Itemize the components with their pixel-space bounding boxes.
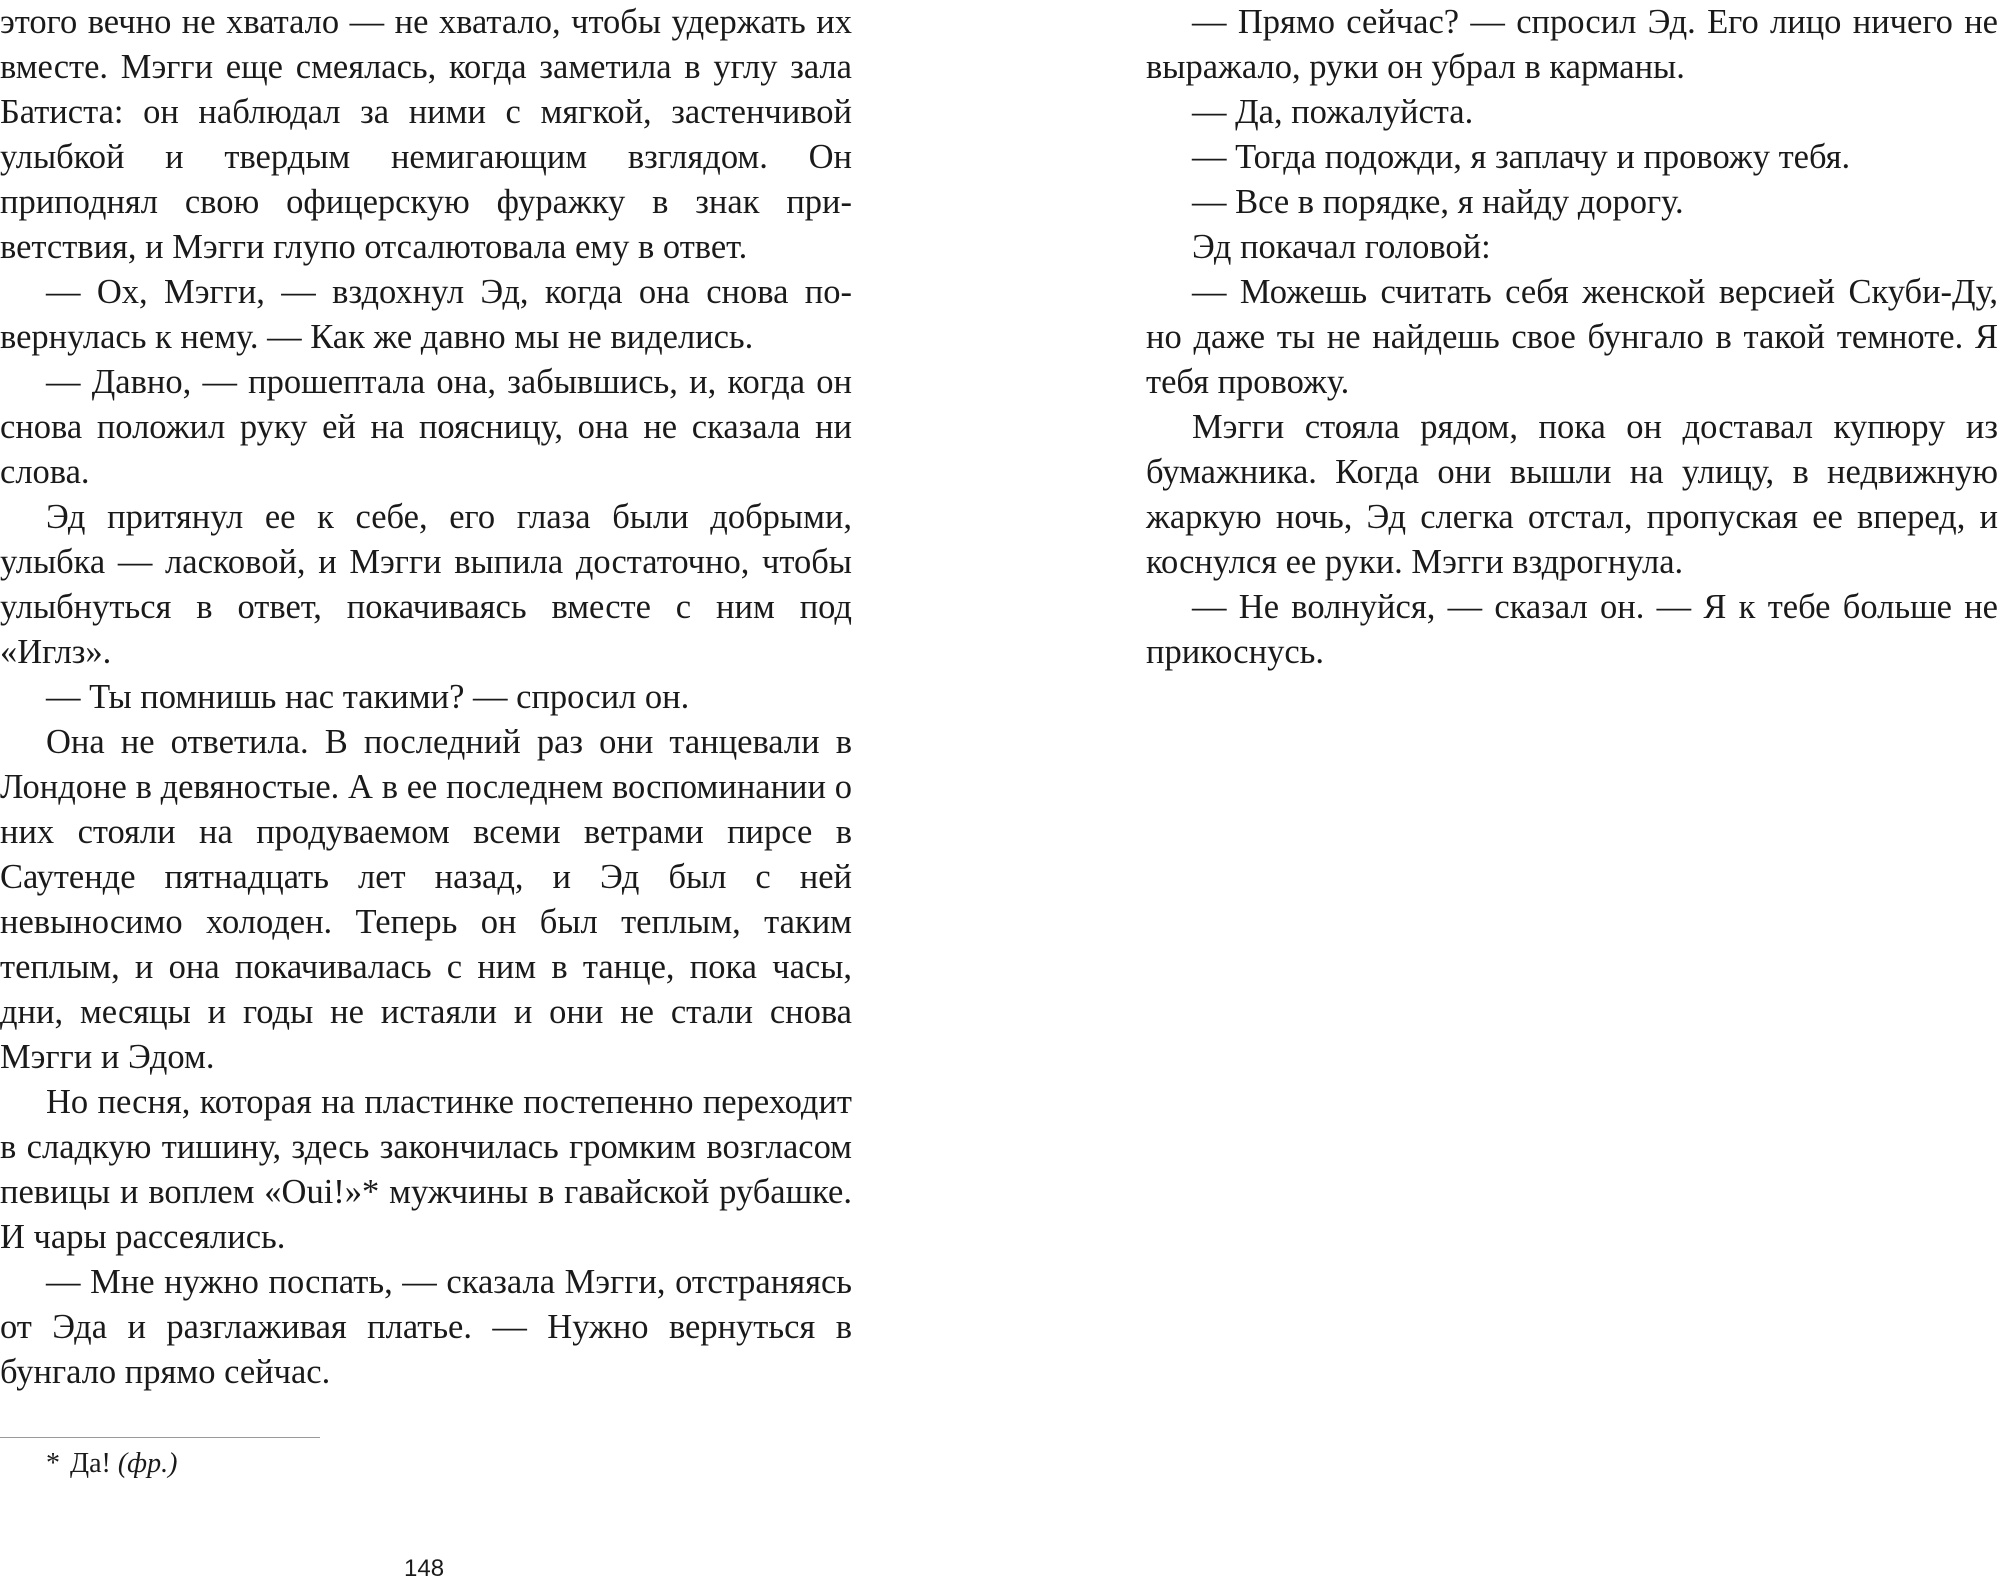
footnote-mark: * xyxy=(46,1448,60,1479)
paragraph: Эд покачал головой: xyxy=(1192,228,1491,266)
paragraph: — Прямо сейчас? — спросил Эд. Его лицо ничего не выражало, руки он убрал в карманы. xyxy=(1146,3,1998,86)
footnote-divider xyxy=(0,1437,320,1438)
paragraph: — Ты помнишь нас такими? — спросил он. xyxy=(46,678,690,716)
page-number: 148 xyxy=(404,1555,445,1582)
paragraph: Мэгги стояла рядом, пока он доставал купюру из бумажника. Когда они вышли на улицу, в недвижную жаркую ночь, Эд слегка отстал, пропуская ее вперед, и коснулся ее руки. Мэгги вздрогнула. xyxy=(1146,408,1998,581)
footnote-note: (фр.) xyxy=(117,1448,178,1479)
footnote-text: Да! xyxy=(70,1448,111,1479)
paragraph: — Ох, Мэгги, — вздохнул Эд, когда она снова повернулась к нему. — Как же давно мы не виделись. xyxy=(0,273,852,356)
paragraph: — Не волнуйся, — сказал он. — Я к тебе больше не прикоснусь. xyxy=(1146,588,1998,671)
right-page-text xyxy=(1146,0,1998,675)
paragraph: Но песня, которая на пластинке постепенно переходит в сладкую тишину, здесь закончилась громким возгласом певицы и воплем «Oui!»* мужчины в гавайской рубашке. И чары рассеялись. xyxy=(0,1083,852,1256)
paragraph: этого вечно не хватало — не хватало, чтобы удержать их вместе. Мэгги еще смеялась, когда заметила в углу зала Батиста: он наблюдал за ними с мягкой, застенчивой улыбкой и твердым немигающим взглядом. Он приподнял свою офицерскую фуражку в знак приветствия, и Мэгги глупо отсалютовала ему в ответ. xyxy=(0,3,852,266)
paragraph: — Все в порядке, я найду дорогу. xyxy=(1192,183,1684,221)
footnote xyxy=(46,1444,177,1484)
left-page-text xyxy=(0,0,852,1395)
paragraph: — Да, пожалуйста. xyxy=(1192,93,1474,131)
paragraph: Она не ответила. В последний раз они танцевали в Лондоне в девяностые. А в ее последнем воспоминании о них стояли на продуваемом всеми ветрами пирсе в Саутенде пятнадцать лет назад, и Эд был с ней невыносимо холоден. Теперь он был теплым, таким теплым, и она покачивалась с ним в танце, пока часы, дни, месяцы и годы не истаяли и они не стали снова Мэгги и Эдом. xyxy=(0,723,852,1076)
paragraph: — Можешь считать себя женской версией Скуби-Ду, но даже ты не найдешь свое бунгало в такой темноте. Я тебя провожу. xyxy=(1146,273,1998,401)
paragraph: Эд притянул ее к себе, его глаза были добрыми, улыбка — ласковой, и Мэгги выпила достаточно, чтобы улыбнуться в ответ, покачиваясь вместе с ним под «Иглз». xyxy=(0,498,852,671)
paragraph: — Тогда подожди, я заплачу и провожу тебя. xyxy=(1192,138,1851,176)
paragraph: — Мне нужно поспать, — сказала Мэгги, отстраняясь от Эда и разглаживая платье. — Нужно вернуться в бунгало прямо сейчас. xyxy=(0,1263,852,1391)
paragraph: — Давно, — прошептала она, забывшись, и, когда он снова положил руку ей на поясницу, она не сказала ни слова. xyxy=(0,363,852,491)
